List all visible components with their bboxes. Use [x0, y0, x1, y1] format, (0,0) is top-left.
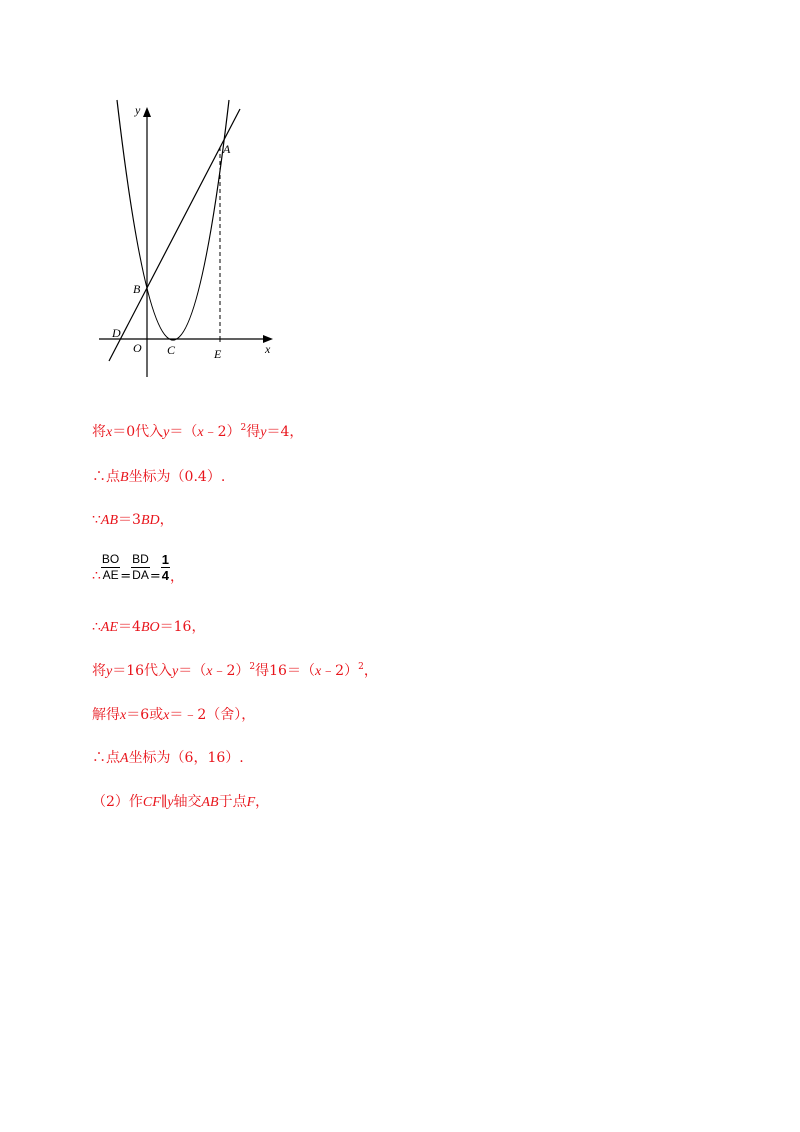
- text-line-4: [92, 616, 205, 636]
- superscript: 2: [240, 423, 247, 433]
- math-variable: y: [106, 664, 113, 679]
- text-segment: 于点: [218, 794, 247, 810]
- text-segment: ﹣2）: [321, 663, 359, 679]
- text-segment: 将: [92, 663, 106, 679]
- label-o: O: [133, 341, 142, 355]
- text-segment: ﹣2）: [212, 663, 250, 679]
- text-segment: 坐标为（0.4）.: [128, 469, 226, 485]
- text-line-6: [92, 704, 255, 724]
- text-line-2: [92, 466, 225, 486]
- text-segment: ∴点: [92, 469, 120, 485]
- text-segment: 解得: [92, 707, 120, 723]
- label-x-axis: x: [265, 342, 271, 356]
- fraction-bo-num: BO: [101, 551, 120, 566]
- text-segment: （2）作: [92, 794, 143, 810]
- math-variable: AB: [201, 795, 219, 810]
- text-segment: ∵: [92, 512, 101, 528]
- math-variable: y: [167, 795, 174, 810]
- text-segment: ，: [159, 512, 174, 528]
- math-variable: A: [120, 751, 129, 766]
- math-variable: B: [120, 470, 129, 485]
- text-segment: ∴: [92, 619, 101, 635]
- math-variable: x: [314, 664, 322, 679]
- label-e: E: [214, 347, 222, 361]
- math-variable: y: [163, 425, 170, 440]
- superscript: 2: [358, 662, 364, 672]
- text-segment: ＝6或: [126, 707, 164, 723]
- fraction-ae-den: AE: [102, 567, 119, 582]
- text-segment: ∥: [160, 794, 168, 810]
- label-b: B: [133, 282, 141, 296]
- text-line-5: [92, 660, 378, 680]
- fraction-suffix: ，: [169, 569, 184, 585]
- math-variable: x: [206, 664, 213, 679]
- math-variable: x: [106, 425, 113, 440]
- fraction-1-4: [161, 552, 170, 583]
- text-segment: 将: [92, 424, 106, 440]
- text-line-3: [92, 509, 174, 529]
- text-segment: ＝﹣2（舍），: [169, 707, 256, 723]
- superscript: 2: [249, 662, 256, 672]
- math-variable: AE: [100, 620, 119, 635]
- text-line-7: [92, 747, 244, 767]
- text-segment: ＝16代入: [112, 663, 173, 679]
- text-segment: 得: [246, 424, 261, 440]
- equals-2: =: [149, 568, 161, 584]
- fraction-4-den: 4: [161, 567, 169, 583]
- math-variable: y: [260, 425, 267, 440]
- parabola-curve: [117, 100, 229, 340]
- math-variable: BD: [140, 513, 160, 528]
- label-d: D: [112, 326, 121, 340]
- fraction-bo-ae: [101, 552, 120, 583]
- text-segment: ，: [255, 794, 270, 810]
- fraction-da-den: DA: [132, 567, 149, 582]
- text-segment: ＝（: [178, 663, 207, 679]
- math-variable: x: [120, 708, 127, 723]
- math-variable: x: [197, 425, 204, 440]
- text-segment: 坐标为（6，16）.: [128, 750, 244, 766]
- math-variable: F: [246, 795, 256, 810]
- math-variable: y: [172, 664, 179, 679]
- text-segment: ＝3: [118, 512, 141, 528]
- text-segment: ＝4，: [266, 424, 304, 440]
- fraction-prefix: ∴: [92, 568, 101, 584]
- fraction-1-num: 1: [161, 551, 169, 567]
- text-line-8: [92, 791, 269, 811]
- math-variable: x: [163, 708, 170, 723]
- text-segment: ＝0代入: [112, 424, 164, 440]
- text-segment: 轴交: [173, 794, 202, 810]
- text-segment: ，: [363, 663, 378, 679]
- parabola-figure: [95, 95, 285, 385]
- math-variable: AB: [100, 513, 119, 528]
- fraction-bd-da: [131, 552, 150, 583]
- fraction-equation: [92, 548, 184, 586]
- text-segment: ∴点: [92, 750, 120, 766]
- text-segment: ＝16，: [159, 619, 206, 635]
- label-a: A: [223, 142, 231, 156]
- text-line-1: [92, 421, 303, 441]
- label-c: C: [167, 343, 176, 357]
- y-axis-arrow: [143, 107, 151, 117]
- text-segment: 得16＝（: [255, 663, 315, 679]
- math-variable: CF: [142, 795, 161, 810]
- text-segment: ﹣2）: [203, 424, 241, 440]
- fraction-bd-num: BD: [132, 551, 149, 566]
- math-variable: BO: [140, 620, 160, 635]
- label-y-axis: y: [135, 103, 141, 117]
- text-segment: ＝4: [118, 619, 141, 635]
- equals-1: =: [120, 568, 132, 584]
- text-segment: ＝（: [169, 424, 198, 440]
